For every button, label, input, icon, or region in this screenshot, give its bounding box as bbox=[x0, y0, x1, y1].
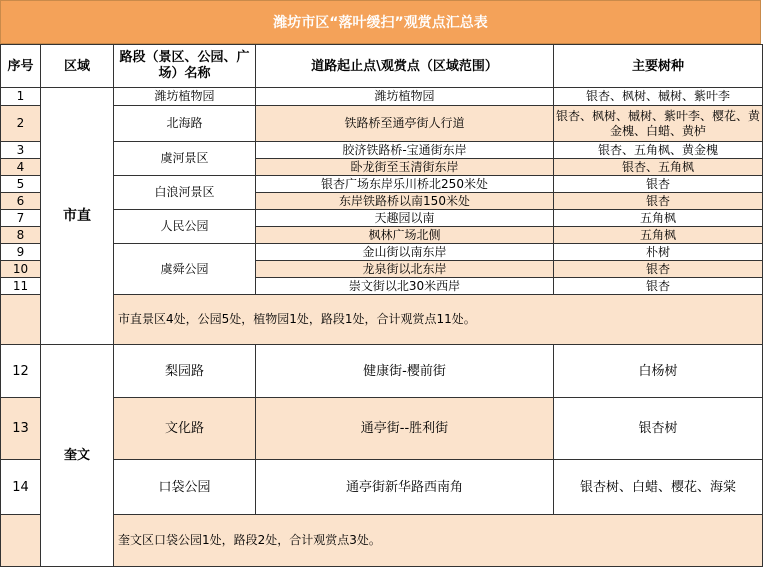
cell-trees[interactable]: 银杏树 bbox=[554, 398, 763, 460]
cell-no[interactable]: 11 bbox=[1, 278, 41, 295]
cell-range[interactable]: 龙泉街以北东岸 bbox=[256, 261, 554, 278]
table-row bbox=[1, 460, 763, 515]
header-range[interactable]: 道路起止点\观赏点（区域范围） bbox=[256, 45, 554, 88]
summary-shizhi[interactable]: 市直景区4处，公园5处，植物园1处，路段1处，合计观赏点11处。 bbox=[114, 295, 763, 345]
cell-section[interactable]: 白浪河景区 bbox=[114, 176, 256, 210]
cell-no[interactable]: 1 bbox=[1, 88, 41, 106]
cell-range[interactable]: 枫林广场北侧 bbox=[256, 227, 554, 244]
summary-table bbox=[0, 44, 763, 567]
cell-trees[interactable]: 白杨树 bbox=[554, 345, 763, 398]
cell-trees[interactable]: 五角枫 bbox=[554, 227, 763, 244]
cell-no[interactable]: 12 bbox=[1, 345, 41, 398]
header-row bbox=[1, 45, 763, 88]
cell-trees[interactable]: 银杏 bbox=[554, 176, 763, 193]
cell-trees[interactable]: 银杏树、白蜡、樱花、海棠 bbox=[554, 460, 763, 515]
cell-trees[interactable]: 银杏、五角枫 bbox=[554, 159, 763, 176]
cell-section[interactable]: 北海路 bbox=[114, 106, 256, 142]
cell-no[interactable]: 7 bbox=[1, 210, 41, 227]
header-section[interactable]: 路段（景区、公园、广场）名称 bbox=[114, 45, 256, 88]
table-row bbox=[1, 106, 763, 142]
cell-range[interactable]: 通亭街新华路西南角 bbox=[256, 460, 554, 515]
cell-no-empty[interactable] bbox=[1, 515, 41, 567]
table-row bbox=[1, 244, 763, 261]
cell-section[interactable]: 梨园路 bbox=[114, 345, 256, 398]
cell-trees[interactable]: 银杏 bbox=[554, 193, 763, 210]
cell-section[interactable]: 口袋公园 bbox=[114, 460, 256, 515]
cell-trees[interactable]: 银杏 bbox=[554, 261, 763, 278]
cell-section[interactable]: 人民公园 bbox=[114, 210, 256, 244]
cell-range[interactable]: 铁路桥至通亭街人行道 bbox=[256, 106, 554, 142]
cell-trees[interactable]: 银杏、五角枫、黄金槐 bbox=[554, 142, 763, 159]
cell-no[interactable]: 13 bbox=[1, 398, 41, 460]
cell-no-empty[interactable] bbox=[1, 295, 41, 345]
table-row bbox=[1, 142, 763, 159]
header-trees[interactable]: 主要树种 bbox=[554, 45, 763, 88]
cell-no[interactable]: 2 bbox=[1, 106, 41, 142]
cell-range[interactable]: 天趣园以南 bbox=[256, 210, 554, 227]
cell-trees[interactable]: 朴树 bbox=[554, 244, 763, 261]
summary-row bbox=[1, 295, 763, 345]
cell-trees[interactable]: 银杏 bbox=[554, 278, 763, 295]
cell-no[interactable]: 9 bbox=[1, 244, 41, 261]
cell-range[interactable]: 潍坊植物园 bbox=[256, 88, 554, 106]
header-region[interactable]: 区域 bbox=[41, 45, 114, 88]
summary-kuiwen[interactable]: 奎文区口袋公园1处，路段2处，合计观赏点3处。 bbox=[114, 515, 763, 567]
cell-range[interactable]: 崇文街以北30米西岸 bbox=[256, 278, 554, 295]
summary-row bbox=[1, 515, 763, 567]
cell-section[interactable]: 文化路 bbox=[114, 398, 256, 460]
cell-range[interactable]: 健康街-樱前街 bbox=[256, 345, 554, 398]
header-no[interactable]: 序号 bbox=[1, 45, 41, 88]
cell-section[interactable]: 虞舜公园 bbox=[114, 244, 256, 295]
cell-no[interactable]: 4 bbox=[1, 159, 41, 176]
cell-no[interactable]: 14 bbox=[1, 460, 41, 515]
table-row bbox=[1, 210, 763, 227]
region-cell-shizhi[interactable]: 市直 bbox=[41, 88, 114, 345]
table-row bbox=[1, 176, 763, 193]
cell-section[interactable]: 潍坊植物园 bbox=[114, 88, 256, 106]
region-cell-kuiwen[interactable]: 奎文 bbox=[41, 345, 114, 567]
cell-range[interactable]: 东岸铁路桥以南150米处 bbox=[256, 193, 554, 210]
cell-no[interactable]: 8 bbox=[1, 227, 41, 244]
cell-range[interactable]: 银杏广场东岸乐川桥北250米处 bbox=[256, 176, 554, 193]
cell-no[interactable]: 6 bbox=[1, 193, 41, 210]
cell-range[interactable]: 卧龙街至玉清街东岸 bbox=[256, 159, 554, 176]
cell-no[interactable]: 10 bbox=[1, 261, 41, 278]
cell-no[interactable]: 5 bbox=[1, 176, 41, 193]
cell-range[interactable]: 胶济铁路桥-宝通街东岸 bbox=[256, 142, 554, 159]
cell-range[interactable]: 金山街以南东岸 bbox=[256, 244, 554, 261]
cell-trees[interactable]: 银杏、枫树、槭树、紫叶李 bbox=[554, 88, 763, 106]
cell-section[interactable]: 虞河景区 bbox=[114, 142, 256, 176]
table-row bbox=[1, 398, 763, 460]
cell-range[interactable]: 通亭街--胜利街 bbox=[256, 398, 554, 460]
cell-trees[interactable]: 五角枫 bbox=[554, 210, 763, 227]
table-row bbox=[1, 345, 763, 398]
table-title: 潍坊市区“落叶缓扫”观赏点汇总表 bbox=[0, 0, 761, 44]
cell-trees[interactable]: 银杏、枫树、槭树、紫叶李、樱花、黄金槐、白蜡、黄栌 bbox=[554, 106, 763, 142]
cell-no[interactable]: 3 bbox=[1, 142, 41, 159]
table-row bbox=[1, 88, 763, 106]
